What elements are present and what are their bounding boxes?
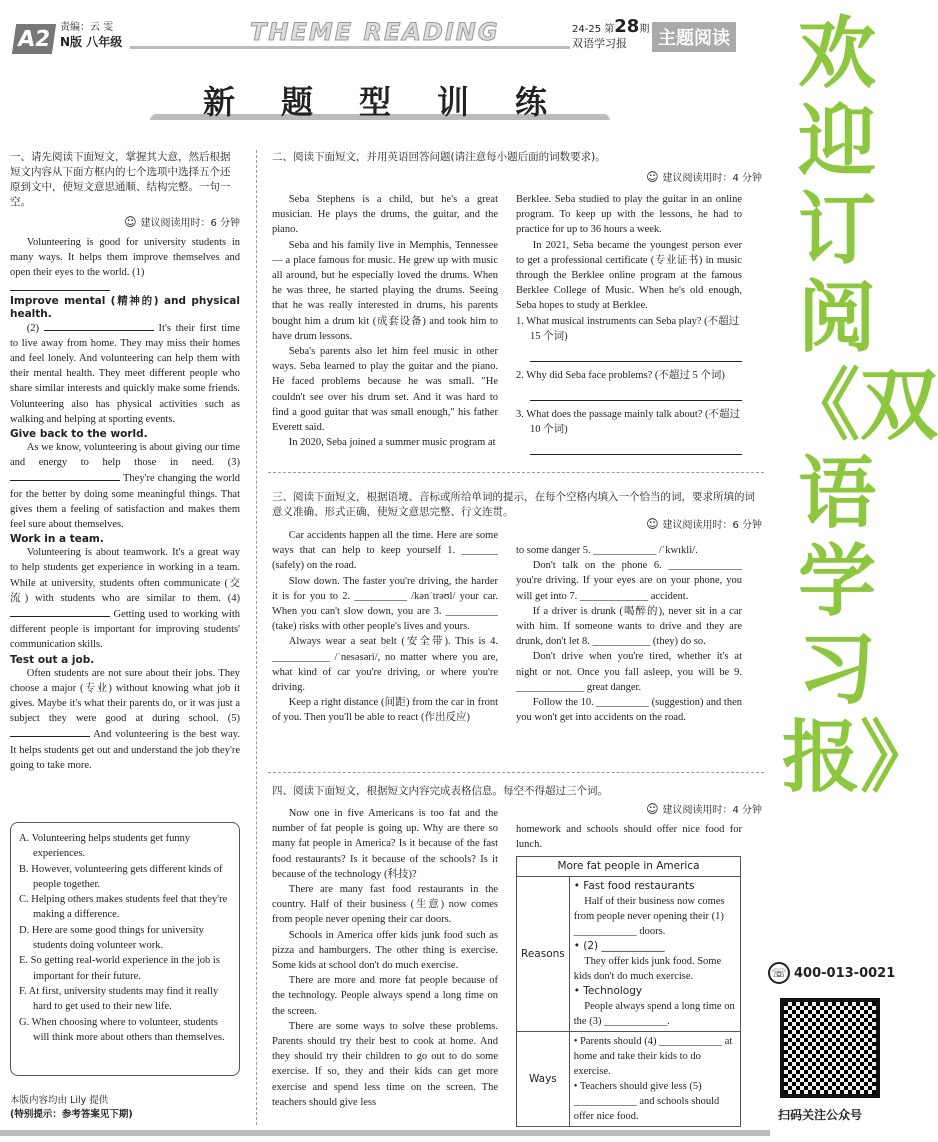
reasons-cell bbox=[569, 877, 740, 1032]
way-item: • Teachers should give less (5) ____________ and schools should offer nice food. bbox=[573, 1081, 720, 1123]
blank-4[interactable] bbox=[10, 606, 110, 617]
passage-paragraph: Keep a right distance (间距) from the car in front of you. Then you'll be able to react (作出反应) bbox=[272, 697, 498, 724]
passage-paragraph: There are more and more fat people because of the technology. People always spend a long time on the screen. bbox=[272, 975, 498, 1017]
option-item: B. However, volunteering gets different kinds of people together. bbox=[19, 863, 223, 890]
section-2-col-2 bbox=[516, 192, 742, 461]
reason-heading: • (2) ____________ bbox=[573, 940, 665, 953]
way-item: • Parents should (4) ____________ at home and take their kids to do exercise. bbox=[573, 1036, 733, 1078]
issue-number: 24-25 第28期 bbox=[572, 16, 650, 37]
section-3-col-2 bbox=[516, 543, 742, 725]
answer-line[interactable] bbox=[530, 348, 742, 362]
section-brand: 主题阅读 bbox=[652, 22, 736, 52]
passage-paragraph: Slow down. The faster you're driving, the harder it is for you to 2. __________ /kənˈtrəʊl/ your car. When you can't slow down, you are 3. __________ (take) risks with other people's lives and yours. bbox=[272, 575, 498, 633]
section-2-instructions: 二、阅读下面短文，并用英语回答问题(请注意每小题后面的词数要求)。 bbox=[272, 151, 606, 163]
passage-paragraph: homework and schools should offer nice food for lunch. bbox=[516, 824, 742, 851]
content-credit: 本版内容均由 Lily 提供 bbox=[10, 1095, 109, 1106]
passage-paragraph: Always wear a seat belt (安全带). This is 4. ___________ /ˈnesəsəri/, no matter where you are, what kind of car you're driving, or where you're driving. bbox=[272, 636, 498, 694]
subheading: Improve mental (精神的) and physical health. bbox=[10, 294, 240, 320]
ways-cell bbox=[569, 1032, 740, 1127]
ways-label: Ways bbox=[517, 1032, 570, 1127]
blank-3[interactable] bbox=[10, 470, 120, 481]
passage-paragraph: There are many fast food restaurants in the country. Half of their business (生意) now comes from people never opening their car doors. bbox=[272, 884, 498, 926]
answer-line[interactable] bbox=[530, 387, 742, 401]
passage-paragraph: Don't talk on the phone 6. ______________ you're driving. If your eyes are on your phone, you will get into 7. _____________ accident. bbox=[516, 560, 742, 602]
section-1 bbox=[10, 150, 240, 773]
paper-name: 双语学习报 bbox=[572, 37, 627, 50]
passage-paragraph: In 2020, Seba joined a summer music program at bbox=[288, 437, 496, 449]
passage-paragraph: Car accidents happen all the time. Here are some ways that can help to keep yourself 1. _______ (safely) on the road. bbox=[272, 530, 498, 572]
phone-contact bbox=[768, 962, 895, 984]
section-3-header bbox=[272, 490, 762, 531]
question-item: 3. What does the passage mainly talk about? (不超过 10 个词) bbox=[516, 408, 741, 435]
passage-paragraph: Seba Stephens is a child, but he's a great musician. He plays the drums, the guitar, and the piano. bbox=[272, 194, 498, 236]
passage-paragraph: Volunteering is good for university students in many ways. It helps them improve themselves and open their eyes to the world. (1) bbox=[10, 237, 240, 279]
reason-body: People always spend a long time on the (3) ____________. bbox=[573, 1001, 735, 1028]
option-item: C. Helping others makes students feel that they're making a difference. bbox=[19, 894, 228, 921]
banner-char: 型 bbox=[358, 83, 401, 121]
subheading: Test out a job. bbox=[10, 653, 95, 666]
reading-time: ☺ 建议阅读用时：4 分钟 bbox=[272, 169, 762, 184]
options-box bbox=[10, 822, 240, 1076]
column-divider bbox=[256, 150, 257, 1125]
info-table bbox=[516, 856, 741, 1127]
section-2-col-1 bbox=[272, 192, 498, 450]
option-item: E. So getting real-world experience in the job is important for their future. bbox=[19, 955, 220, 982]
passage-paragraph: Seba and his family live in Memphis, Tennessee — a place famous for music. He grew up with music all around, but he especially loved the drums. When he was three, he started playing the drums. Seeing that he was really interested in drums, his parents bought him a drum kit (成套设备) and took him to have drum lessons. bbox=[272, 239, 498, 342]
blank-1[interactable] bbox=[10, 281, 110, 291]
page-header bbox=[0, 0, 770, 60]
section-4-instructions: 四、阅读下面短文，根据短文内容完成表格信息。每空不得超过三个词。 bbox=[272, 785, 608, 797]
passage-paragraph: Volunteering is about teamwork. It's a great way to help students get experience in working in a team. While at university, students often communicate (交流) with students who are similar to them. (4) Getting used to working with different people is important for improving students' communication skills. bbox=[10, 547, 240, 651]
section-4-col-2 bbox=[516, 822, 742, 1127]
qr-caption: 扫码关注公众号 bbox=[778, 1108, 863, 1122]
subheading: Give back to the world. bbox=[10, 428, 148, 441]
editor-credit: 责编：云 雯 bbox=[60, 22, 114, 33]
reading-time: ☺ 建议阅读用时：4 分钟 bbox=[272, 801, 762, 816]
passage-paragraph: (2) It's their first time to live away from home. They may miss their homes and feel lonely. And volunteering can help them with their mental health. They meet different people who share similar interests and quickly make some friends. Volunteering also has physical activities such as walking and helping at sporting events. bbox=[10, 320, 240, 427]
question-item: 1. What musical instruments can Seba play? (不超过 15 个词) bbox=[516, 315, 740, 342]
reason-body: Half of their business now comes from people never opening their (1) ____________ doors. bbox=[573, 896, 725, 938]
banner-char: 练 bbox=[514, 83, 557, 121]
section-4-col-1 bbox=[272, 806, 498, 1110]
reason-body: They offer kids junk food. Some kids don't do much exercise. bbox=[573, 956, 722, 983]
reasons-label: Reasons bbox=[517, 877, 570, 1032]
banner-char: 题 bbox=[280, 83, 323, 121]
edition-label: N版 八年级 bbox=[60, 35, 123, 49]
section-3-col-1 bbox=[272, 528, 498, 726]
section-3-instructions: 三、阅读下面短文，根据语境、音标或所给单词的提示，在每个空格内填入一个恰当的词，要求所填的词意义准确、形式正确，使短文意思完整、行文连贯。 bbox=[272, 491, 755, 518]
passage-paragraph: In 2021, Seba became the youngest person ever to get a professional certificate (专业证书) in music through the Berklee online program at the famous Berklee College of Music. When he's old enough, Seba hopes to study at Berklee. bbox=[516, 239, 742, 312]
option-item: F. At first, university students may find it really hard to get used to their new life. bbox=[19, 985, 219, 1013]
option-item: D. Here are some good things for university students doing volunteer work. bbox=[19, 924, 204, 952]
passage-paragraph: Berklee. Seba studied to play the guitar in an online program. To keep up with the lessons, he had to practice for up to 36 hours a week. bbox=[516, 194, 742, 236]
page-footer bbox=[10, 1094, 133, 1122]
passage-paragraph: Don't drive when you're tired, whether it's at night or not. Once you fall asleep, you will be 9. _____________ great danger. bbox=[516, 651, 742, 693]
passage-paragraph: to some danger 5. ____________ /ˈkwɪkli/. bbox=[516, 545, 698, 556]
section-divider bbox=[268, 772, 764, 773]
option-item: A. Volunteering helps students get funny experiences. bbox=[19, 833, 191, 860]
passage-paragraph: As we know, volunteering is about giving our time and energy to help those in need. (3) They're changing the world for the better by doing some meaningful things. That gives them a feeling of satisfaction and makes them feel sure about themselves. bbox=[10, 442, 240, 531]
option-item: G. When choosing where to volunteer, students will think more about others than themselves. bbox=[19, 1016, 225, 1043]
passage-paragraph: If a driver is drunk (喝醉的), never sit in a car with him. If someone wants to drive and they are drunk, don't let 8. ___________ (they) do so. bbox=[516, 605, 742, 648]
page-tag: A2 bbox=[12, 24, 56, 54]
passage-paragraph: Seba's parents also let him feel music in other ways. Seba learned to play the guitar and the piano. He faced problems because he was small. "He couldn't see over his drum set. And it was hard to find a good guitar that was small enough," his father Everett said. bbox=[272, 346, 498, 434]
header-stripe bbox=[130, 46, 570, 49]
banner-char: 训 bbox=[436, 83, 479, 121]
answer-line[interactable] bbox=[530, 441, 742, 455]
reading-time: ☺ 建议阅读用时：6 分钟 bbox=[10, 214, 240, 229]
passage-paragraph: Follow the 10. __________ (suggestion) and then you won't get into accidents on the road. bbox=[516, 697, 742, 724]
answer-tip: (特别提示：参考答案见下期) bbox=[10, 1109, 133, 1120]
passage-paragraph: Schools in America offer kids junk food such as pizza and hamburgers. The other thing is exercise. Some kids at school don't do much exercise. bbox=[272, 929, 498, 972]
bottom-bar bbox=[0, 1130, 770, 1136]
section-1-passage bbox=[10, 235, 240, 773]
section-2-header bbox=[272, 150, 762, 184]
question-item: 2. Why did Seba face problems? (不超过 5 个词) bbox=[516, 369, 725, 381]
reason-heading: • Fast food restaurants bbox=[573, 880, 695, 893]
qr-code-image[interactable] bbox=[780, 998, 880, 1098]
passage-paragraph: There are some ways to solve these problems. Parents should try their best to cook at home. And they should try their children to go out to do some exercise. If so, they and their kids can get more exercise and spend less time on the screen. The teachers should give less bbox=[272, 1020, 498, 1108]
passage-paragraph: Now one in five Americans is too fat and the number of fat people is going up. Why are there so many fat people in America? Is it because of the fast food restaurants? Is it because of the schools? Is it because of the technology (科技)? bbox=[272, 808, 498, 880]
reason-heading: • Technology bbox=[573, 985, 643, 998]
section-banner bbox=[185, 78, 575, 122]
reading-time: ☺ 建议阅读用时：6 分钟 bbox=[272, 516, 762, 531]
subscribe-title: 欢迎订阅《双语学习报》 bbox=[782, 9, 938, 803]
subheading: Work in a team. bbox=[10, 533, 104, 546]
theme-reading-title: THEME READING bbox=[250, 18, 500, 46]
table-title: More fat people in America bbox=[517, 857, 741, 877]
passage-paragraph: Often students are not sure about their jobs. They choose a major (专业) without knowing what job it gives. Maybe it's what their parents do, or it was just a subject they were good at during school. (5) And volunteering is the best way. It helps students get out and understand the job they're going to take more. bbox=[10, 667, 240, 771]
section-divider bbox=[268, 472, 764, 473]
banner-char: 新 bbox=[202, 83, 245, 121]
section-1-instructions: 一、请先阅读下面短文，掌握其大意，然后根据短文内容从下面方框内的七个选项中选择五个还原到文中，使短文意思通顺、结构完整。一句一空。 bbox=[10, 151, 231, 208]
phone-number: 400-013-0021 bbox=[794, 965, 896, 981]
blank-5[interactable] bbox=[10, 726, 90, 737]
blank-2[interactable] bbox=[44, 320, 154, 331]
phone-icon: ☏ bbox=[768, 962, 790, 984]
